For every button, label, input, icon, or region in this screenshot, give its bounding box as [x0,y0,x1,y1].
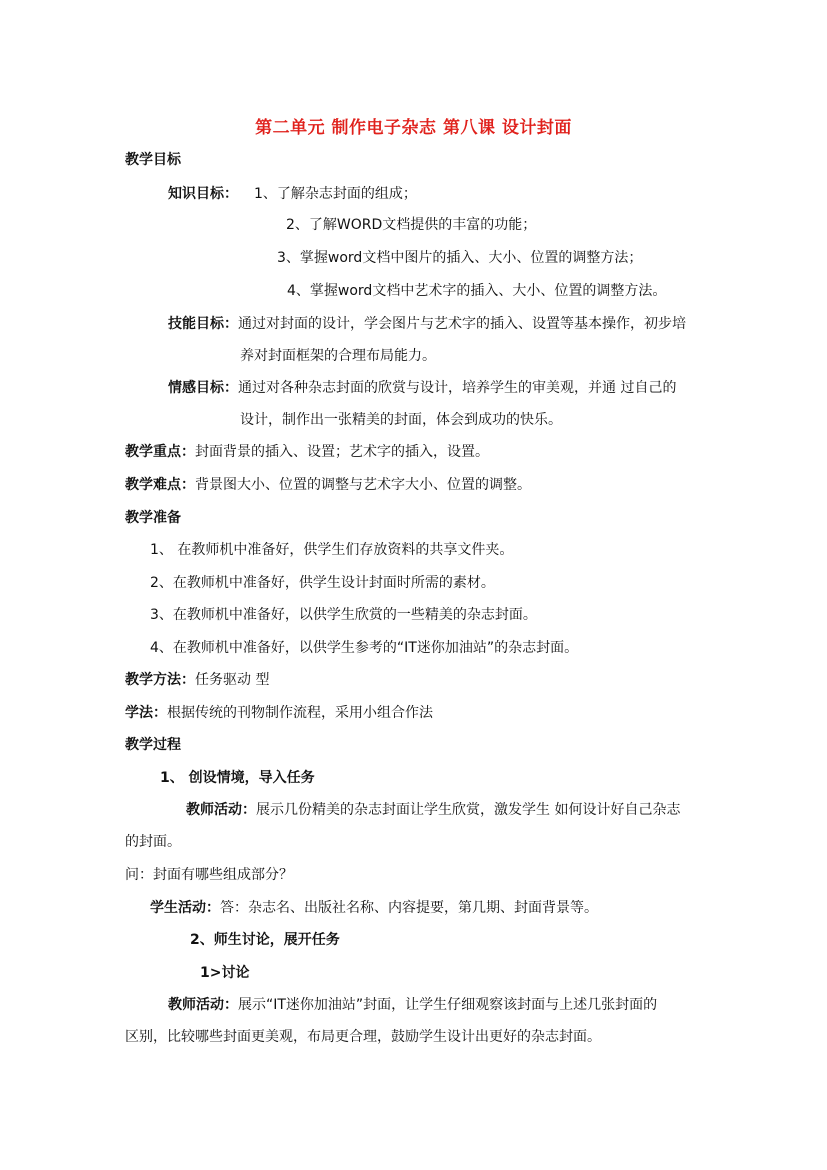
document-title: 第二单元 制作电子杂志 第八课 设计封面 [255,118,572,138]
difficulty-label: 教学难点： [125,477,195,493]
key-text: 封面背景的插入、设置；艺术字的插入，设置。 [195,444,489,460]
teaching-method [125,670,269,690]
emotion-label: 情感目标： [168,380,238,396]
study-text: 根据传统的刊物制作流程，采用小组合作法 [167,705,433,721]
step1-heading: 1、 创设情境，导入任务 [160,770,315,786]
knowledge-item-1: 1、了解杂志封面的组成； [254,186,417,202]
teacher1-label: 教师活动： [186,802,256,818]
student1-label: 学生活动： [150,900,220,916]
teacher2-line-2: 区别，比较哪些封面更美观，布局更合理，鼓励学生设计出更好的杂志封面。 [125,1029,601,1045]
skill-label: 技能目标： [168,316,238,332]
teacher1-line-1: 展示几份精美的杂志封面让学生欣赏，激发学生 如何设计好自己杂志 [256,802,681,818]
prep-item-1: 1、 在教师机中准备好，供学生们存放资料的共享文件夹。 [150,542,514,558]
skill-line-1: 通过对封面的设计，学会图片与艺术字的插入、设置等基本操作，初步培 [238,316,686,332]
teacher-activity-2 [168,995,657,1015]
skill-line-2: 养对封面框架的合理布局能力。 [240,348,436,364]
emotion-goal [168,378,676,398]
knowledge-item-3: 3、掌握word文档中图片的插入、大小、位置的调整方法； [277,250,643,266]
knowledge-label: 知识目标： [168,186,238,202]
difficult-points [125,475,531,495]
teacher-activity-1 [186,800,680,820]
key-points [125,442,489,462]
study-method [125,703,433,723]
teacher1-line-2: 的封面。 [125,834,181,850]
prep-item-2: 2、在教师机中准备好，供学生设计封面时所需的素材。 [150,575,495,591]
student-activity-1 [150,898,598,918]
study-label: 学法： [125,705,167,721]
prep-item-3: 3、在教师机中准备好，以供学生欣赏的一些精美的杂志封面。 [150,607,537,623]
knowledge-item-4: 4、掌握word文档中艺术字的插入、大小、位置的调整方法。 [287,283,667,299]
student1-text: 答：杂志名、出版社名称、内容提要，第几期、封面背景等。 [220,900,598,916]
teacher2-line-1: 展示“IT迷你加油站”封面，让学生仔细观察该封面与上述几张封面的 [238,997,658,1013]
method-label: 教学方法： [125,672,195,688]
difficulty-text: 背景图大小、位置的调整与艺术字大小、位置的调整。 [195,477,531,493]
prep-item-4: 4、在教师机中准备好，以供学生参考的“IT迷你加油站”的杂志封面。 [150,640,579,656]
teaching-goals-heading: 教学目标 [125,152,181,168]
prep-heading: 教学准备 [125,510,181,526]
teacher2-label: 教师活动： [168,997,238,1013]
method-text: 任务驱动 型 [195,672,270,688]
step2-heading: 2、师生讨论，展开任务 [190,932,340,948]
knowledge-item-2: 2、了解WORD文档提供的丰富的功能； [286,217,537,233]
knowledge-goal [168,184,417,204]
emotion-line-2: 设计，制作出一张精美的封面，体会到成功的快乐。 [240,412,562,428]
step2-sub: 1>讨论 [200,965,250,981]
skill-goal [168,314,686,334]
key-label: 教学重点： [125,444,195,460]
process-heading: 教学过程 [125,737,181,753]
emotion-line-1: 通过对各种杂志封面的欣赏与设计，培养学生的审美观，并通 过自己的 [238,380,677,396]
question: 问：封面有哪些组成部分？ [125,867,293,883]
